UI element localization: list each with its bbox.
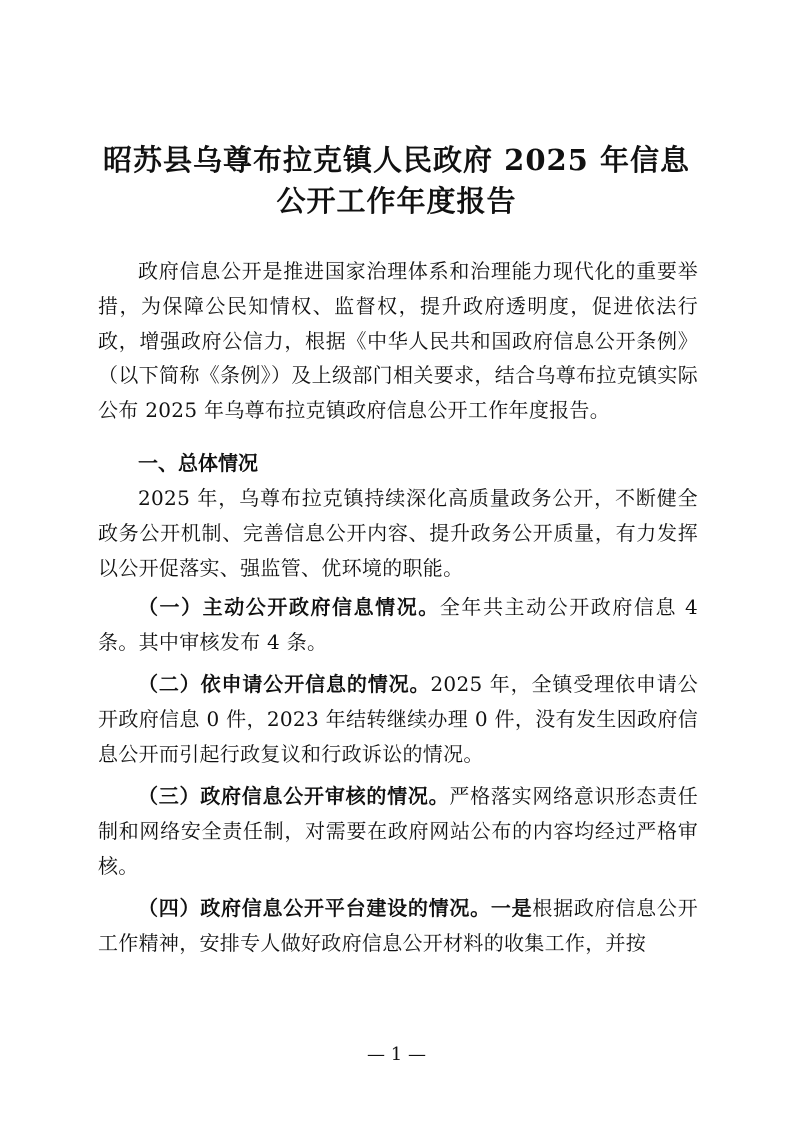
document-title-line-2: 公开工作年度报告: [276, 184, 517, 218]
item-lead-2: 一是: [490, 896, 533, 920]
item-text: 严格落实网络意识形态责任制和网络安全责任制，对需要在政府网站公布的内容均经过严格审核。: [98, 784, 699, 878]
section-heading-overview: 一、总体情况: [138, 451, 258, 475]
item-application-disclosure: [98, 667, 698, 771]
page-number: — 1 —: [367, 1044, 426, 1065]
item-lead: （二）依申请公开信息的情况。: [138, 672, 431, 696]
item-lead: （四）政府信息公开平台建设的情况。: [138, 896, 491, 920]
item-text: 2025 年，全镇受理依申请公开政府信息 0 件，2023 年结转继续办理 0 件，没有发生因政府信息公开而引起行政复议和行政诉讼的情况。: [98, 672, 698, 766]
item-lead: （三）政府信息公开审核的情况。: [138, 784, 450, 808]
item-disclosure-review: [98, 779, 698, 883]
item-platform-construction: [98, 891, 698, 961]
overview-paragraph: 2025 年，乌尊布拉克镇持续深化高质量政务公开，不断健全政务公开机制、完善信息公开内容、提升政务公开质量，有力发挥以公开促落实、强监管、优环境的职能。: [98, 486, 698, 580]
item-proactive-disclosure: [98, 590, 698, 660]
item-text: 全年共主动公开政府信息 4 条。其中审核发布 4 条。: [98, 595, 699, 654]
document-title-line-1: 昭苏县乌尊布拉克镇人民政府 2025 年信息: [103, 143, 690, 177]
item-lead: （一）主动公开政府信息情况。: [138, 595, 440, 619]
item-text: 根据政府信息公开工作精神，安排专人做好政府信息公开材料的收集工作，并按: [98, 896, 698, 955]
intro-paragraph: 政府信息公开是推进国家治理体系和治理能力现代化的重要举措，为保障公民知情权、监督权，提升政府透明度，促进依法行政，增强政府公信力，根据《中华人民共和国政府信息公开条例》（以下简称《条例》）及上级部门相关要求，结合乌尊布拉克镇实际公布 2025 年乌尊布拉克镇政府信息公开工作年度报告。: [98, 259, 698, 423]
